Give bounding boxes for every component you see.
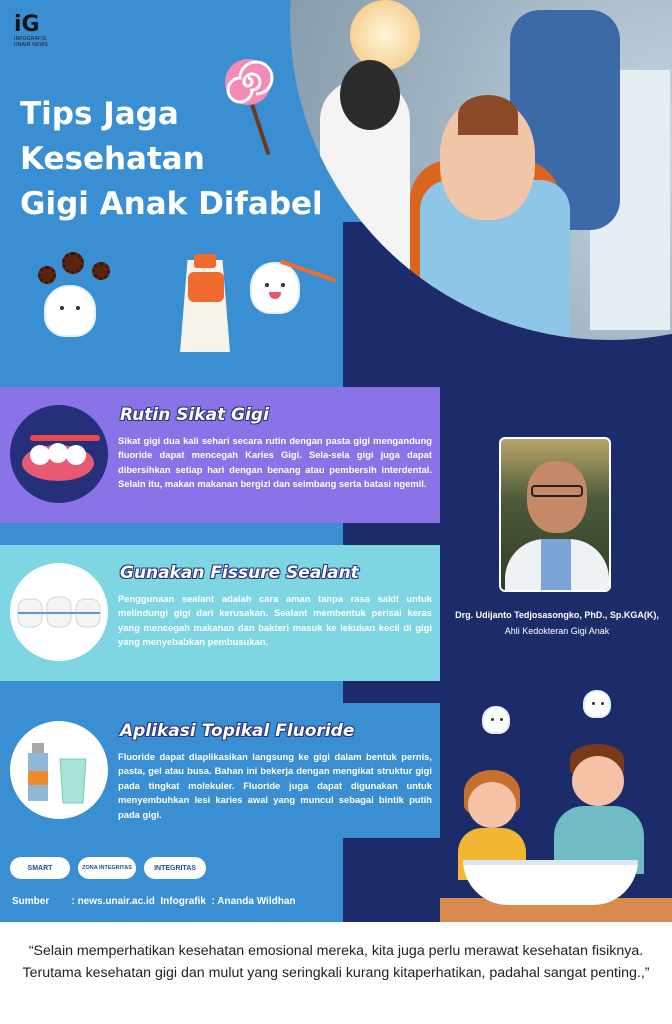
expert-name: Drg. Udijanto Tedjosasongko, PhD., Sp.KGA(K), xyxy=(455,610,659,620)
smiling-tooth-icon xyxy=(583,690,611,718)
germ-icon xyxy=(62,252,84,274)
boy-brushing-illustration xyxy=(548,744,648,874)
tip-card-fluoride xyxy=(0,703,440,838)
logo-mark: iG xyxy=(14,12,40,37)
smiling-tooth-icon xyxy=(482,706,510,734)
expert-role: Ahli Kedokteran Gigi Anak xyxy=(504,626,610,636)
toothpaste-face-icon xyxy=(188,272,224,302)
credits-line xyxy=(12,896,296,907)
zona-integritas-badge: ZONA INTEGRITAS xyxy=(78,857,136,879)
braces-teeth-icon xyxy=(10,563,108,661)
sink-icon xyxy=(463,860,638,905)
sad-tooth-icon xyxy=(44,285,96,337)
expert-portrait xyxy=(499,437,611,592)
integritas-badge: INTEGRITAS xyxy=(144,857,206,879)
title-line-2: Kesehatan xyxy=(20,141,205,177)
infographic-value: : Ananda Wildhan xyxy=(211,896,296,907)
smart-badge: SMART xyxy=(10,857,70,879)
source-value: : news.unair.ac.id xyxy=(71,896,155,907)
logo-subtext-1: INFOGRAFIS xyxy=(14,36,47,42)
germ-icon xyxy=(92,262,110,280)
infographic-label: Infografik xyxy=(160,896,206,907)
closing-quote: “Selain memperhatikan kesehatan emosional mereka, kita juga perlu merawat kesehatan fisiknya. Terutama kesehatan gigi dan mulut yang seringkali kurang kitaperhatikan, padahal sangat penting.,” xyxy=(22,943,650,981)
title-line-1: Tips Jaga xyxy=(20,96,179,132)
mouthwash-icon xyxy=(10,721,108,819)
germ-icon xyxy=(38,266,56,284)
tip-body: Fluoride dapat diaplikasikan langsung ke gigi dalam bentuk pernis, pasta, gel atau busa. Bahan ini bekerja dengan mengikat struktur gigi pada tingkat molekuler. Fluoride juga dapat digunakan untuk menyembuhkan lesi karies awal yang muncul sebagai bintik putih pada gigi. xyxy=(118,751,432,820)
title-line-3: Gigi Anak Difabel xyxy=(20,186,323,222)
tip-card-sealant xyxy=(0,545,440,681)
toothpaste-cap-icon xyxy=(194,254,216,268)
tip-body: Penggunaan sealant adalah cara aman tanpa rasa sakit untuk melindungi gigi dari kerusakan. Sealant membentuk perisai keras yang mencegah makanan dan bakteri masuk ke lekukan kecil di gigi yang menyebabkan pembusukan. xyxy=(118,593,432,648)
brushing-teeth-icon xyxy=(10,405,108,503)
logo-subtext-2: UNAIR NEWS xyxy=(14,42,48,48)
tip-card-brushing xyxy=(0,387,440,523)
poster-title xyxy=(20,92,350,227)
source-label: Sumber xyxy=(12,896,50,907)
toothbrush-icon xyxy=(280,258,336,284)
tip-heading: Gunakan Fissure Sealant xyxy=(120,563,359,583)
tip-heading: Aplikasi Topikal Fluoride xyxy=(120,721,355,741)
tip-heading: Rutin Sikat Gigi xyxy=(120,405,269,425)
tip-body: Sikat gigi dua kali sehari secara rutin dengan pasta gigi mengandung fluoride dapat mencegah Karies Gigi. Sela-sela gigi juga dapat dibersihkan setiap hari dengan benang atau pembersih interdental. Selain itu, makan makanan bergizi dan seimbang serta batasi ngemil. xyxy=(118,435,432,490)
lollipop-icon xyxy=(222,58,282,158)
infografis-logo xyxy=(14,14,54,54)
